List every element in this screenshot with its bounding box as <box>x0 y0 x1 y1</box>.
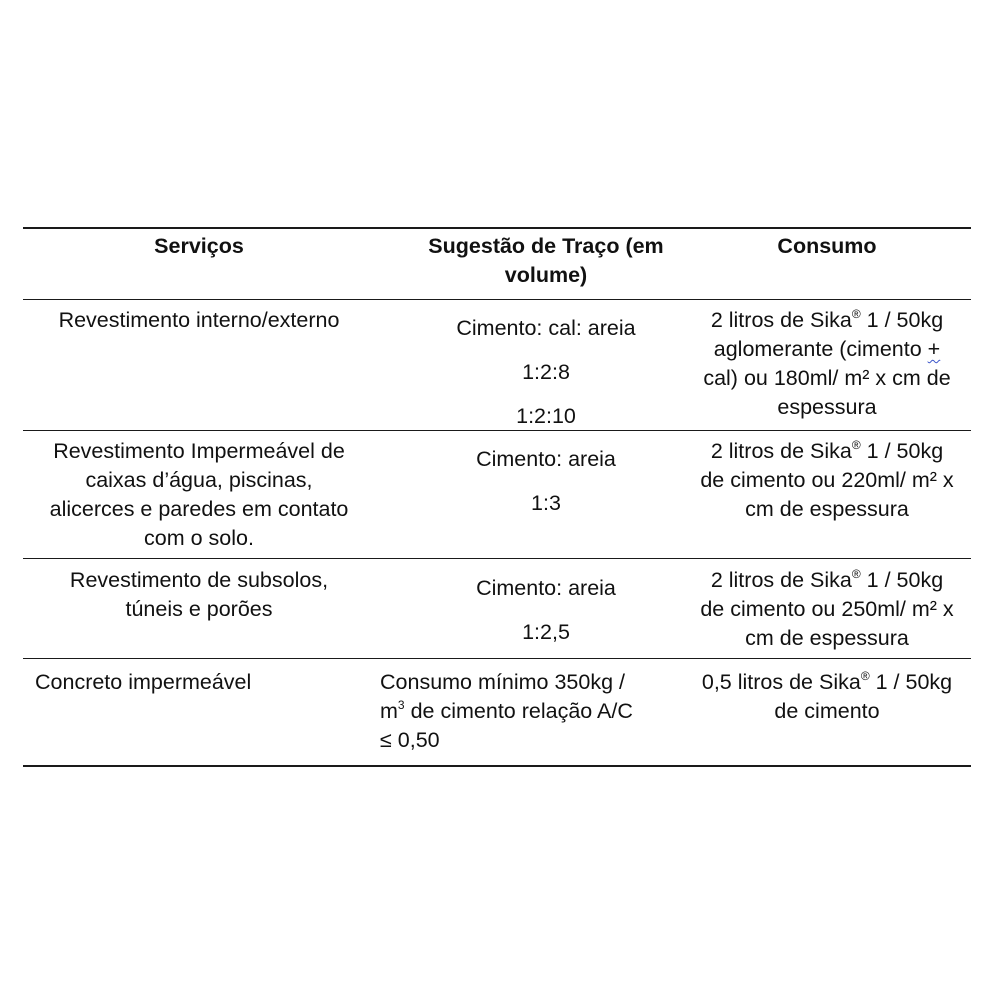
header-sugestao-traco: Sugestão de Traço (em volume) <box>428 234 664 287</box>
row2-consumo: 2 litros de Sika® 1 / 50kg de cimento ou 220ml/ m² x cm de espessura <box>700 438 954 521</box>
row1-servico: Revestimento interno/externo <box>58 308 340 332</box>
table-bottom-rule <box>23 765 971 767</box>
row4-consumo: 0,5 litros de Sika® 1 / 50kg de cimento <box>701 669 953 723</box>
header-divider <box>23 299 971 300</box>
row-divider <box>23 558 971 559</box>
row2-servico: Revestimento Impermeável de caixas d’água, piscinas, alicerces e paredes em contato com o solo. <box>49 439 349 550</box>
header-consumo: Consumo <box>777 234 877 258</box>
row-divider <box>23 658 971 659</box>
row1-consumo: 2 litros de Sika® 1 / 50kg aglomerante (cimento + cal) ou 180ml/ m² x cm de espessura <box>703 307 951 419</box>
row4-servico: Concreto impermeável <box>35 670 252 694</box>
row3-consumo: 2 litros de Sika® 1 / 50kg de cimento ou 250ml/ m² x cm de espessura <box>700 567 954 650</box>
header-servicos: Serviços <box>154 234 244 258</box>
row3-servico: Revestimento de subsolos, túneis e porões <box>69 568 329 621</box>
row4-traco: Consumo mínimo 350kg / $m^3$ de cimento relação A/C ≤ 0,50 <box>380 670 633 752</box>
table-top-rule <box>23 227 971 229</box>
row3-traco: Cimento: areia 1:2,5 <box>476 576 616 644</box>
row2-traco: Cimento: areia 1:3 <box>476 447 616 515</box>
row1-traco: Cimento: cal: areia 1:2:8 1:2:10 <box>456 316 636 428</box>
